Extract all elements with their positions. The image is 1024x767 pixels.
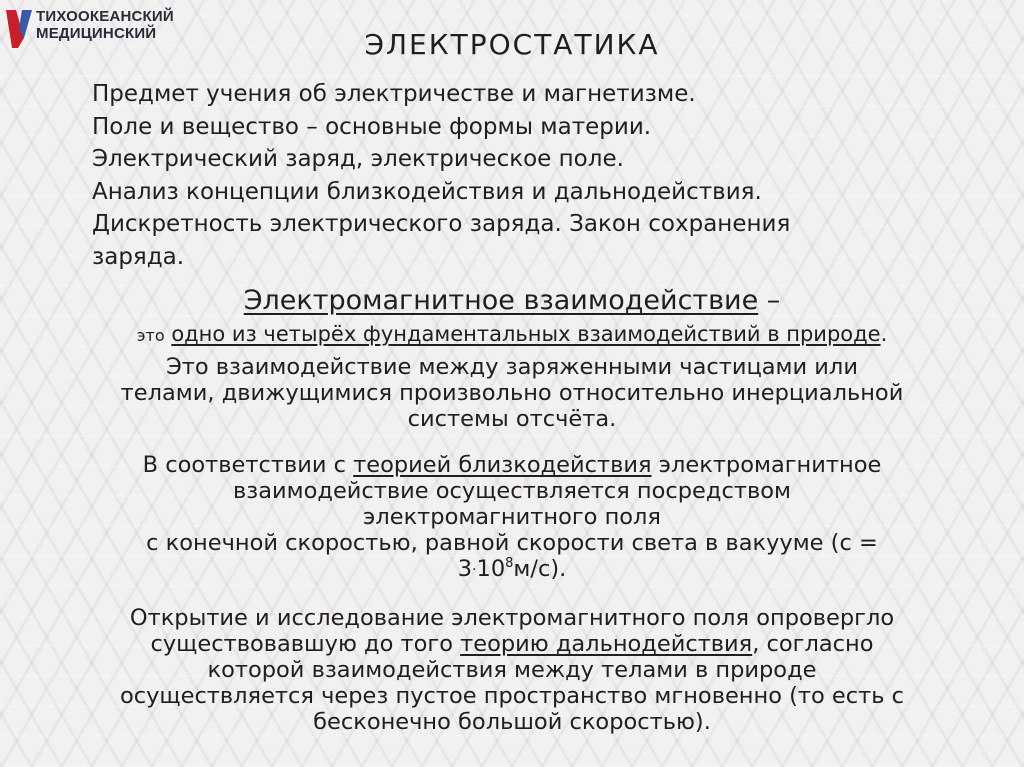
topic-item: Электрический заряд, электрическое поле. — [92, 146, 624, 172]
paragraph-line: взаимодействие осуществляется посредством — [233, 478, 791, 504]
em-heading-dash: – — [758, 285, 781, 316]
value-base: 3 — [457, 556, 473, 582]
paragraph-line: Это взаимодействие между заряженными частицами или — [166, 354, 858, 380]
logo-line-1: ТИХООКЕАНСКИЙ — [36, 8, 174, 25]
logo-line-2: МЕДИЦИНСКИЙ — [36, 25, 157, 42]
value-unit: м/с). — [513, 556, 567, 582]
paragraph-line: электромагнитного поля — [363, 504, 661, 530]
paragraph-line — [20, 452, 1004, 478]
paragraph-line: системы отсчёта. — [407, 406, 617, 432]
paragraph-line: бесконечно большой скоростью). — [313, 709, 711, 735]
paragraph-short-range — [20, 452, 1004, 583]
paragraph-line: осуществляется через пустое пространство мгновенно (то есть с — [119, 683, 905, 709]
paragraph-interaction — [20, 354, 1004, 432]
speed-of-light-value — [20, 556, 1004, 583]
topics-list — [92, 78, 972, 273]
definition — [20, 320, 1004, 350]
paragraph-long-range — [20, 605, 1004, 735]
paragraph-line: Открытие и исследование электромагнитного поля опровергло — [129, 605, 895, 631]
paragraph-line: телами, движущимися произвольно относительно инерциальной — [120, 380, 904, 406]
paragraph-line: которой взаимодействия между телами в природе — [207, 657, 817, 683]
definition-suffix: . — [880, 322, 888, 346]
definition-prefix: это — [136, 326, 165, 345]
line-suffix: , согласно — [752, 631, 874, 657]
paragraph-line — [20, 631, 1004, 657]
short-range-theory-link[interactable]: теорией близкодействия — [353, 452, 652, 478]
line-prefix: существовавшую до того — [150, 631, 453, 657]
fundamental-interactions-link[interactable]: одно из четырёх фундаментальных взаимодействий в природе — [171, 322, 881, 346]
line-prefix: В соответствии с — [142, 452, 346, 478]
topic-item: Поле и вещество – основные формы материи. — [92, 113, 652, 140]
topic-item: Анализ концепции близкодействия и дальнодействия. — [92, 178, 762, 205]
page-title: ЭЛЕКТРОСТАТИКА — [364, 28, 660, 61]
multiply-dot: · — [472, 562, 477, 578]
line-suffix: электромагнитное — [658, 452, 882, 478]
em-term-link[interactable]: Электромагнитное взаимодействие — [243, 285, 759, 316]
paragraph-line: с конечной скоростью, равной скорости света в вакууме (с = — [146, 530, 878, 556]
topic-item: Дискретность электрического заряда. Закон сохранения — [92, 211, 791, 237]
value-exponent: 8 — [505, 556, 514, 571]
value-ten: 10 — [476, 556, 506, 582]
em-heading — [20, 285, 1004, 317]
topic-item: Предмет учения об электричестве и магнетизме. — [92, 81, 696, 107]
long-range-theory-link[interactable]: теорию дальнодействия — [460, 631, 753, 657]
topic-item: заряда. — [92, 243, 185, 270]
